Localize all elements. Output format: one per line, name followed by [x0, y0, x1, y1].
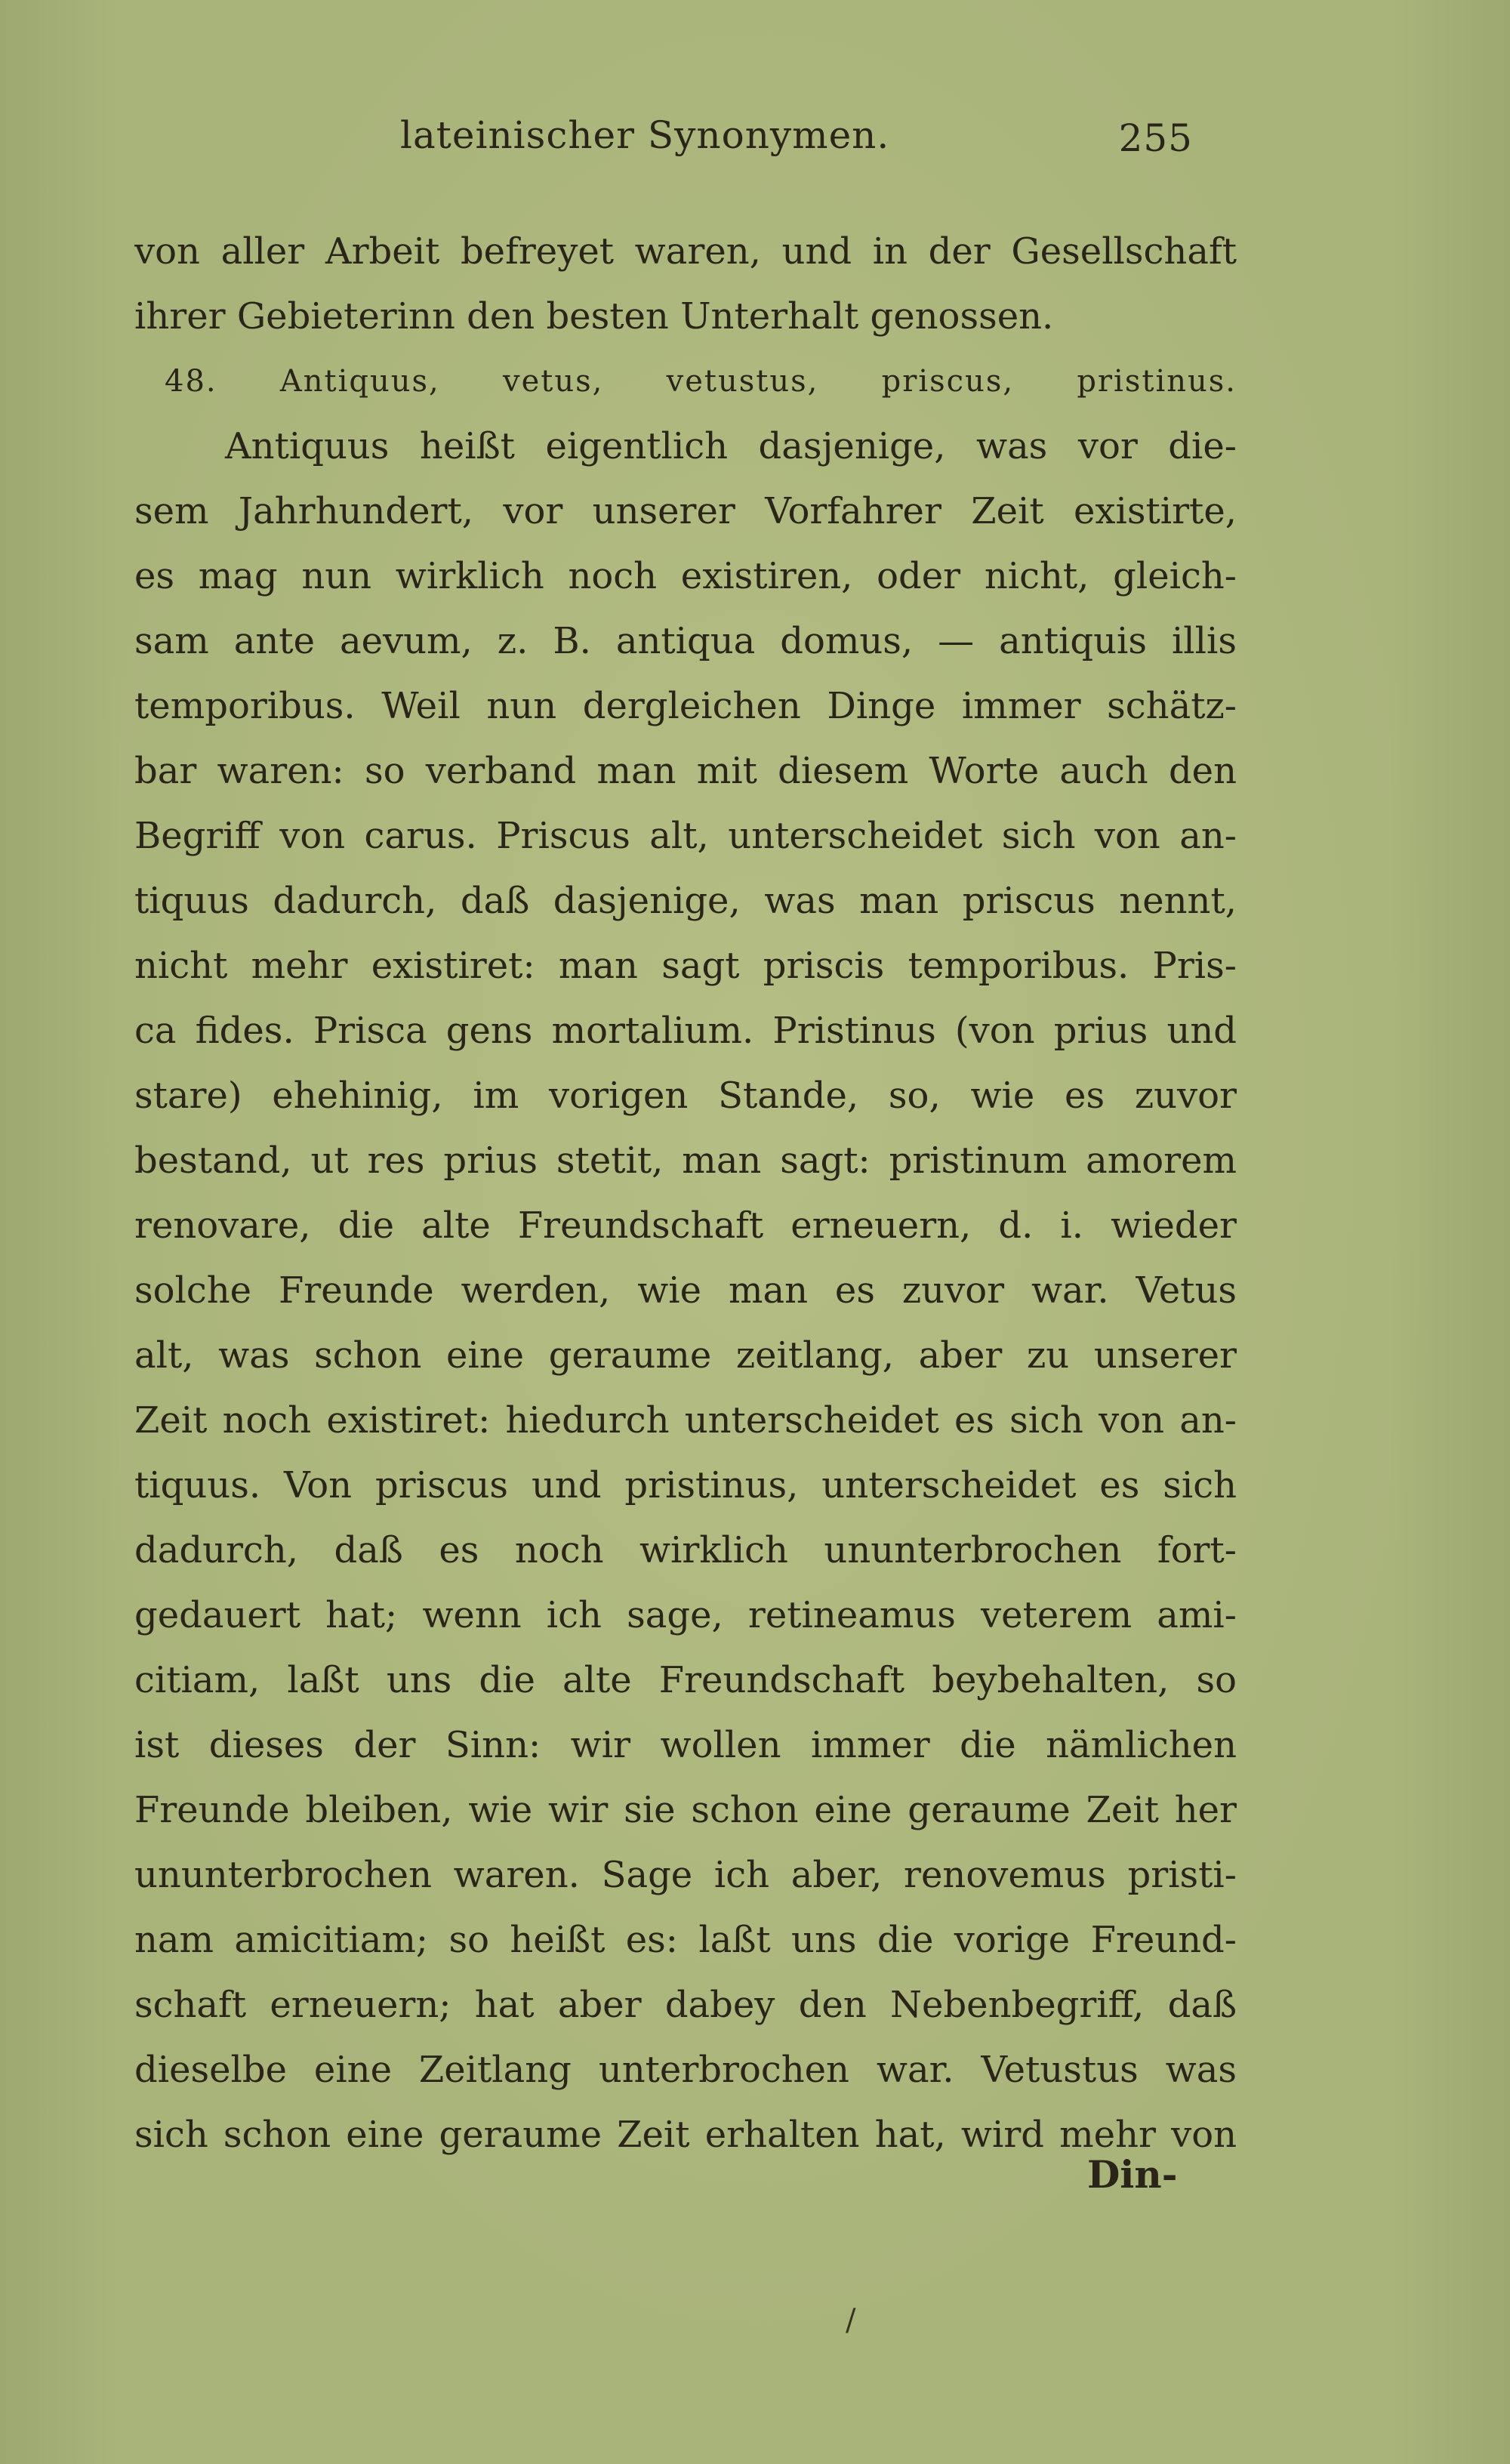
text-line: schaft erneuern; hat aber dabey den Nebenbegriff, daß — [134, 1984, 1237, 2026]
text-line: von aller Arbeit befreyet waren, und in der Gesellschaft — [134, 230, 1237, 273]
text-line: ca fides. Prisca gens mortalium. Pristinus (von prius und — [134, 1010, 1237, 1052]
text-line: sam ante aevum, z. B. antiqua domus, — antiquis illis — [134, 620, 1237, 662]
text-line: renovare, die alte Freundschaft erneuern, d. i. wieder — [134, 1204, 1237, 1247]
text-line: Begriff von carus. Priscus alt, unterscheidet sich von an- — [134, 815, 1237, 857]
text-line: nicht mehr existiret: man sagt priscis temporibus. Pris- — [134, 945, 1237, 987]
catchword: Din- — [1087, 2152, 1178, 2197]
text-line: sem Jahrhundert, vor unserer Vorfahrer Zeit existirte, — [134, 490, 1237, 532]
text-line: ist dieses der Sinn: wir wollen immer die nämlichen — [134, 1724, 1237, 1766]
footer-mark: / — [846, 2303, 856, 2338]
section-heading: 48. Antiquus, vetus, vetustus, priscus, pristinus. — [165, 364, 1237, 399]
text-line: Freunde bleiben, wie wir sie schon eine geraume Zeit her — [134, 1789, 1237, 1831]
text-line: bestand, ut res prius stetit, man sagt: pristinum amorem — [134, 1139, 1237, 1182]
text-line: sich schon eine geraume Zeit erhalten hat, wird mehr von — [134, 2114, 1237, 2156]
page-number: 255 — [1118, 116, 1193, 160]
text-line: temporibus. Weil nun dergleichen Dinge immer schätz- — [134, 685, 1237, 727]
text-line: gedauert hat; wenn ich sage, retineamus veterem ami- — [134, 1594, 1237, 1636]
text-line: stare) ehehinig, im vorigen Stande, so, wie es zuvor — [134, 1075, 1237, 1117]
text-line: citiam, laßt uns die alte Freundschaft beybehalten, so — [134, 1659, 1237, 1701]
text-line: Antiquus heißt eigentlich dasjenige, was vor die- — [225, 425, 1237, 467]
text-line: dadurch, daß es noch wirklich ununterbrochen fort- — [134, 1529, 1237, 1571]
text-line: nam amicitiam; so heißt es: laßt uns die vorige Freund- — [134, 1919, 1237, 1961]
text-line: alt, was schon eine geraume zeitlang, aber zu unserer — [134, 1334, 1237, 1377]
text-line: tiquus. Von priscus und pristinus, unterscheidet es sich — [134, 1464, 1237, 1506]
body-text — [134, 219, 1237, 2167]
text-line: solche Freunde werden, wie man es zuvor war. Vetus — [134, 1269, 1237, 1312]
text-line: dieselbe eine Zeitlang unterbrochen war. Vetustus was — [134, 2049, 1237, 2091]
text-line: bar waren: so verband man mit diesem Worte auch den — [134, 750, 1237, 792]
running-title: lateinischer Synonymen. — [400, 113, 890, 157]
text-line: tiquus dadurch, daß dasjenige, was man priscus nennt, — [134, 880, 1237, 922]
text-line: Zeit noch existiret: hiedurch unterscheidet es sich von an- — [134, 1399, 1237, 1442]
text-line: es mag nun wirklich noch existiren, oder nicht, gleich- — [134, 555, 1237, 597]
text-line: ihrer Gebieterinn den besten Unterhalt genossen. — [134, 295, 1054, 338]
text-line: ununterbrochen waren. Sage ich aber, renovemus pristi- — [134, 1854, 1237, 1896]
running-header — [400, 113, 1193, 166]
